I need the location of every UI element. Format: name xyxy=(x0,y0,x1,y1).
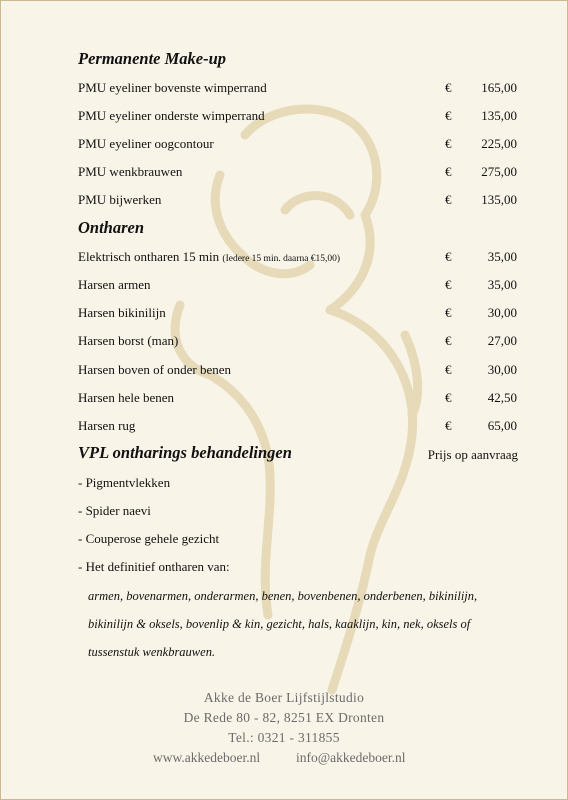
currency-symbol: € xyxy=(445,362,452,377)
price-row-pmu-bijwerken xyxy=(78,192,520,212)
service-price: 135,00 xyxy=(481,108,517,123)
service-price: 65,00 xyxy=(487,418,517,433)
ontharen-heading: Ontharen xyxy=(78,218,145,237)
currency-symbol: € xyxy=(445,277,452,292)
service-price: 135,00 xyxy=(481,192,517,207)
pmu-heading: Permanente Make-up xyxy=(78,49,227,68)
price-row-harsen-armen xyxy=(78,277,520,297)
service-name: Harsen hele benen xyxy=(78,390,175,405)
currency-symbol: € xyxy=(445,333,452,348)
service-name: Harsen boven of onder benen xyxy=(78,362,232,377)
footer-address: De Rede 80 - 82, 8251 EX Dronten xyxy=(183,710,385,725)
vpl-item: - Het definitief ontharen van: xyxy=(78,559,230,574)
price-row-pmu-wenkbrauwen xyxy=(78,164,520,184)
service-name: Harsen rug xyxy=(78,418,136,433)
vpl-heading: VPL ontharings behandelingen xyxy=(78,443,292,462)
service-name: Harsen armen xyxy=(78,277,151,292)
currency-symbol: € xyxy=(445,164,452,179)
price-row-pmu-eyeliner-boven xyxy=(78,80,520,100)
service-price: 42,50 xyxy=(487,390,517,405)
service-name: PMU eyeliner oogcontour xyxy=(78,136,214,151)
vpl-item: - Spider naevi xyxy=(78,503,151,518)
service-price: 27,00 xyxy=(487,333,517,348)
price-row-harsen-borst xyxy=(78,333,520,353)
service-price: 165,00 xyxy=(481,80,517,95)
price-row-harsen-hele-benen xyxy=(78,390,520,410)
currency-symbol: € xyxy=(445,249,452,264)
currency-symbol: € xyxy=(445,305,452,320)
service-name xyxy=(78,249,340,265)
service-name: PMU wenkbrauwen xyxy=(78,164,183,179)
footer-website-link[interactable]: www.akkedeboer.nl xyxy=(153,750,261,765)
service-price: 35,00 xyxy=(487,249,517,264)
service-note: (Iedere 15 min. daarna €15,00) xyxy=(222,254,341,264)
currency-symbol: € xyxy=(445,80,452,95)
currency-symbol: € xyxy=(445,390,452,405)
footer-company-name: Akke de Boer Lijfstijlstudio xyxy=(203,690,365,705)
service-name: PMU eyeliner bovenste wimperrand xyxy=(78,80,267,95)
price-row-pmu-eyeliner-onder xyxy=(78,108,520,128)
service-name: PMU eyeliner onderste wimperrand xyxy=(78,108,265,123)
service-name: Harsen borst (man) xyxy=(78,333,179,348)
currency-symbol: € xyxy=(445,418,452,433)
service-name: Harsen bikinilijn xyxy=(78,305,166,320)
vpl-item: - Couperose gehele gezicht xyxy=(78,531,220,546)
price-row-elektrisch-ontharen xyxy=(78,249,520,269)
service-name-text: Elektrisch ontharen 15 min xyxy=(78,249,220,264)
vpl-item: - Pigmentvlekken xyxy=(78,475,171,490)
vpl-price-note: Prijs op aanvraag xyxy=(427,447,518,462)
footer-email-link[interactable]: info@akkedeboer.nl xyxy=(296,750,406,765)
currency-symbol: € xyxy=(445,136,452,151)
price-row-harsen-rug xyxy=(78,418,520,438)
currency-symbol: € xyxy=(445,108,452,123)
service-price: 275,00 xyxy=(481,164,517,179)
service-name: PMU bijwerken xyxy=(78,192,162,207)
service-price: 30,00 xyxy=(487,305,517,320)
service-price: 35,00 xyxy=(487,277,517,292)
currency-symbol: € xyxy=(445,192,452,207)
vpl-areas-line: armen, bovenarmen, onderarmen, benen, bovenbenen, onderbenen, bikinilijn, xyxy=(88,589,478,603)
vpl-areas-line: bikinilijn & oksels, bovenlip & kin, gezicht, hals, kaaklijn, kin, nek, oksels of xyxy=(88,617,471,631)
footer-phone: Tel.: 0321 - 311855 xyxy=(228,730,340,745)
price-row-harsen-benen xyxy=(78,362,520,382)
service-price: 30,00 xyxy=(487,362,517,377)
service-price: 225,00 xyxy=(481,136,517,151)
vpl-areas-line: tussenstuk wenkbrauwen. xyxy=(88,645,216,659)
price-row-pmu-oogcontour xyxy=(78,136,520,156)
price-row-harsen-bikinilijn xyxy=(78,305,520,325)
